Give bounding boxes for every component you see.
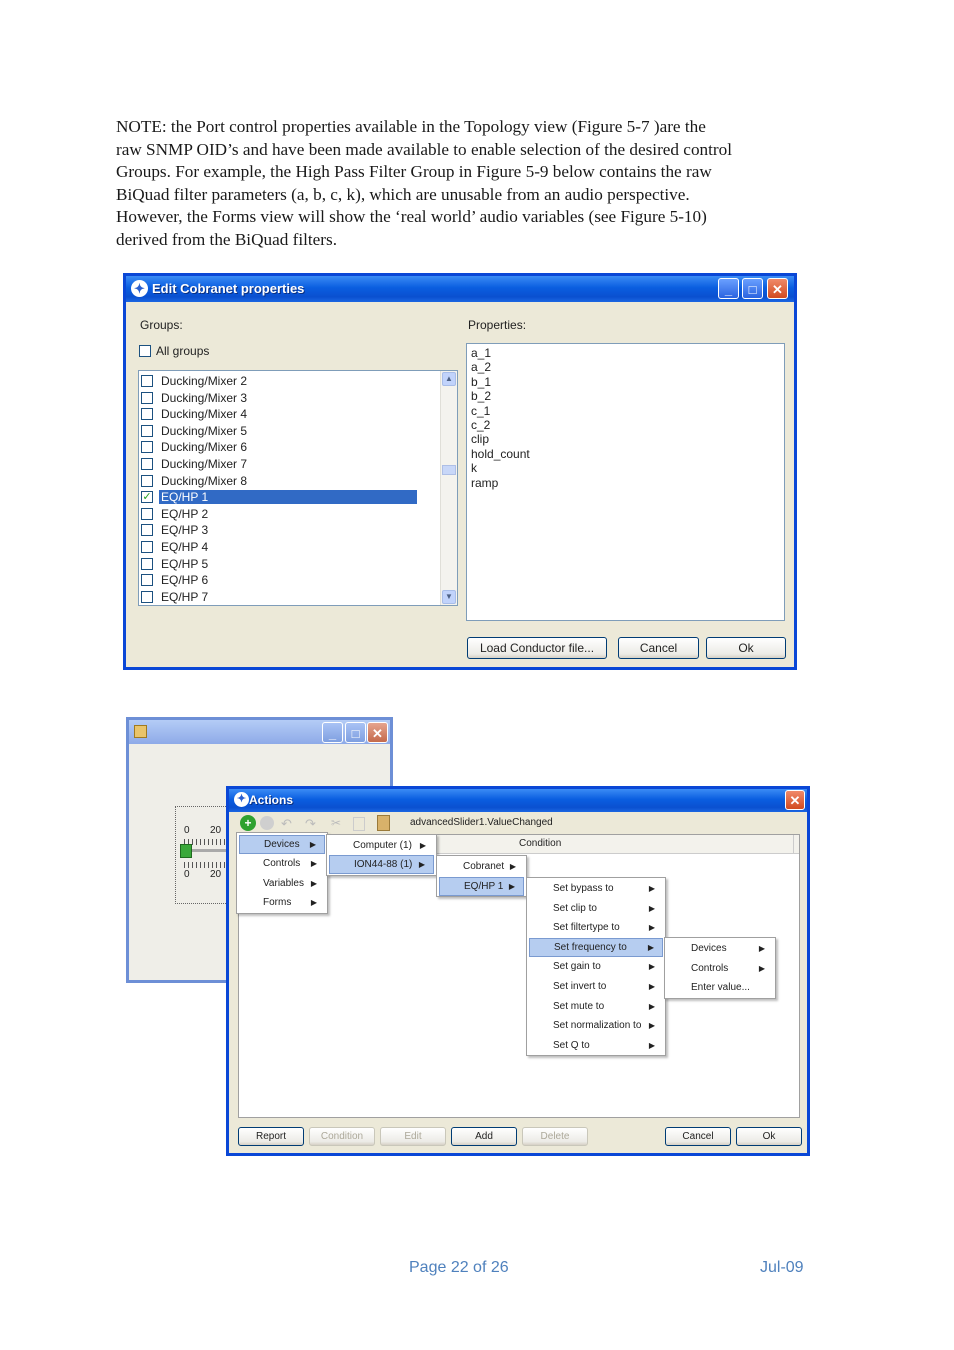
group-label: EQ/HP 6 <box>161 573 209 588</box>
group-checkbox[interactable] <box>141 574 153 586</box>
actions-title: Actions <box>249 793 294 807</box>
properties-label: Properties: <box>468 318 527 332</box>
note-line: Groups. For example, the High Pass Filter Group in Figure 5-9 below contains the raw <box>116 162 712 182</box>
paste-icon[interactable] <box>377 815 390 831</box>
group-label: EQ/HP 2 <box>161 506 209 521</box>
scroll-thumb[interactable] <box>442 465 456 475</box>
minimize-button[interactable]: _ <box>718 278 739 299</box>
delete-button[interactable]: Delete <box>522 1127 588 1146</box>
groups-list[interactable] <box>138 370 458 606</box>
group-checkbox[interactable] <box>141 441 153 453</box>
group-label: Ducking/Mixer 6 <box>161 440 248 455</box>
menu-item-set[interactable]: Set invert to ▶ <box>553 981 655 992</box>
scroll-down-icon[interactable]: ▼ <box>442 590 456 604</box>
copy-icon[interactable] <box>353 817 365 831</box>
app-icon: ✦ <box>131 280 148 297</box>
menu-item-controls[interactable]: Controls ▶ <box>263 858 317 869</box>
form-icon <box>134 725 147 738</box>
close-button[interactable]: ✕ <box>767 278 788 299</box>
property-item[interactable]: b_2 <box>471 389 492 404</box>
event-name: advancedSlider1.ValueChanged <box>410 817 553 828</box>
group-label: EQ/HP 5 <box>161 556 209 571</box>
slider-thumb[interactable] <box>180 844 192 858</box>
menu-eq-hp-1 <box>526 877 666 1056</box>
group-checkbox[interactable]: ✓ <box>142 491 152 504</box>
redo-icon[interactable]: ↷ <box>305 816 316 831</box>
menu-item-enter-value[interactable]: Enter value... <box>691 982 750 993</box>
menu-item-devices[interactable]: Devices ▶ <box>239 835 325 854</box>
group-label: EQ/HP 1 <box>159 490 417 504</box>
group-checkbox[interactable] <box>141 475 153 487</box>
groups-label: Groups: <box>140 318 183 332</box>
menu-devices <box>326 834 437 876</box>
group-checkbox[interactable] <box>141 392 153 404</box>
page-number: Page 22 of 26 <box>409 1259 509 1276</box>
dialog-title: Edit Cobranet properties <box>152 281 305 296</box>
property-item[interactable]: b_1 <box>471 374 492 389</box>
property-item[interactable]: c_2 <box>471 418 491 432</box>
property-item[interactable]: a_2 <box>471 360 492 375</box>
group-checkbox[interactable] <box>141 591 153 603</box>
menu-item-set[interactable]: Set gain to ▶ <box>553 961 655 973</box>
note-line: BiQuad filter parameters (a, b, c, k), which are unusable from an audio perspective. <box>116 184 690 204</box>
slider-tick-label: 0 <box>184 825 190 836</box>
property-item[interactable]: hold_count <box>471 446 530 461</box>
group-checkbox[interactable] <box>141 425 153 437</box>
form-close-button[interactable]: ✕ <box>367 722 388 743</box>
note-paragraph <box>116 116 846 252</box>
group-label: Ducking/Mixer 5 <box>161 423 248 438</box>
slider-tick-label: 20 <box>210 869 222 880</box>
menu-item-cobranet[interactable]: Cobranet ▶ <box>463 861 516 872</box>
scroll-up-icon[interactable]: ▲ <box>442 372 456 386</box>
menu-item-set[interactable]: Set bypass to ▶ <box>553 883 655 894</box>
group-label: Ducking/Mixer 2 <box>161 374 248 388</box>
condition-column-header: Condition <box>519 838 562 849</box>
property-item[interactable]: a_1 <box>471 346 492 360</box>
menu-item-computer[interactable]: Computer (1) ▶ <box>353 840 426 851</box>
form-minimize-button[interactable]: _ <box>322 722 343 743</box>
note-line: NOTE: the Port control properties available in the Topology view (Figure 5-7 )are the <box>116 117 706 136</box>
cut-icon[interactable]: ✂ <box>331 816 342 830</box>
report-button[interactable]: Report <box>238 1127 304 1146</box>
menu-root <box>236 832 328 914</box>
load-conductor-button[interactable]: Load Conductor file... <box>467 637 607 659</box>
menu-ion44-88 <box>436 855 527 897</box>
all-groups-checkbox[interactable] <box>139 345 151 357</box>
edit-button[interactable]: Edit <box>380 1127 446 1146</box>
actions-ok-button[interactable]: Ok <box>736 1127 802 1146</box>
group-label: Ducking/Mixer 4 <box>161 407 248 422</box>
undo-icon[interactable]: ↶ <box>281 816 292 831</box>
note-line: raw SNMP OID’s and have been made available to enable selection of the desired control <box>116 139 732 159</box>
title-bar <box>126 276 794 302</box>
form-title-bar <box>129 720 390 744</box>
menu-item-set[interactable]: Set frequency to ▶ <box>529 938 663 957</box>
edit-cobranet-dialog <box>123 273 797 670</box>
footer-date: Jul-09 <box>760 1259 804 1276</box>
grid-header-divider <box>793 835 794 853</box>
menu-item-controls-sub[interactable]: Controls ▶ <box>691 963 765 974</box>
properties-list[interactable] <box>466 343 785 621</box>
property-item[interactable]: clip <box>471 432 490 447</box>
menu-item-set[interactable]: Set filtertype to ▶ <box>553 922 655 934</box>
group-checkbox[interactable] <box>141 508 153 520</box>
add-button[interactable]: Add <box>451 1127 517 1146</box>
property-item[interactable]: c_1 <box>471 403 491 418</box>
menu-item-forms[interactable]: Forms ▶ <box>263 897 317 908</box>
maximize-button[interactable]: □ <box>742 278 763 299</box>
group-checkbox[interactable] <box>141 375 153 387</box>
property-item[interactable]: ramp <box>471 475 499 490</box>
menu-item-set[interactable]: Set Q to ▶ <box>553 1039 655 1051</box>
ok-button[interactable]: Ok <box>706 637 786 659</box>
group-checkbox[interactable] <box>141 524 153 536</box>
group-label: EQ/HP 7 <box>161 589 209 604</box>
cancel-button[interactable]: Cancel <box>618 637 699 659</box>
slider-tick-label: 20 <box>210 825 222 836</box>
group-label: Ducking/Mixer 7 <box>161 457 248 471</box>
actions-icon: ✦ <box>234 792 249 807</box>
group-checkbox[interactable] <box>141 458 153 470</box>
property-item[interactable]: k <box>471 461 477 476</box>
remove-action-icon[interactable] <box>260 816 274 830</box>
menu-item-set[interactable]: Set normalization to ▶ <box>553 1020 655 1032</box>
menu-item-set[interactable]: Set clip to ▶ <box>553 902 655 914</box>
condition-button[interactable]: Condition <box>309 1127 375 1146</box>
menu-item-variables[interactable]: Variables ▶ <box>263 878 317 889</box>
group-label: Ducking/Mixer 8 <box>161 473 248 488</box>
note-line: However, the Forms view will show the ‘real world’ audio variables (see Figure 5-10) <box>116 207 707 227</box>
menu-item-set[interactable]: Set mute to ▶ <box>553 1000 655 1012</box>
groups-scrollbar[interactable] <box>440 371 457 605</box>
group-checkbox[interactable] <box>141 558 153 570</box>
group-checkbox[interactable] <box>141 408 153 420</box>
group-checkbox[interactable] <box>141 541 153 553</box>
group-label: EQ/HP 3 <box>161 523 209 538</box>
note-line: derived from the BiQuad filters. <box>116 229 337 249</box>
menu-item-eq-hp-1[interactable]: EQ/HP 1 ▶ <box>439 877 524 896</box>
add-action-icon[interactable]: + <box>240 815 256 831</box>
actions-title-bar <box>229 789 807 812</box>
actions-cancel-button[interactable]: Cancel <box>665 1127 731 1146</box>
menu-set-frequency <box>664 937 776 999</box>
actions-close-button[interactable]: ✕ <box>785 790 805 810</box>
all-groups-label: All groups <box>156 344 210 358</box>
group-label: Ducking/Mixer 3 <box>161 390 248 405</box>
form-maximize-button[interactable]: □ <box>345 722 366 743</box>
menu-item-ion44-88[interactable]: ION44-88 (1) ▶ <box>329 855 434 874</box>
slider-tick-label: 0 <box>184 869 190 880</box>
group-label: EQ/HP 4 <box>161 540 209 554</box>
menu-item-devices-sub[interactable]: Devices ▶ <box>691 943 765 954</box>
